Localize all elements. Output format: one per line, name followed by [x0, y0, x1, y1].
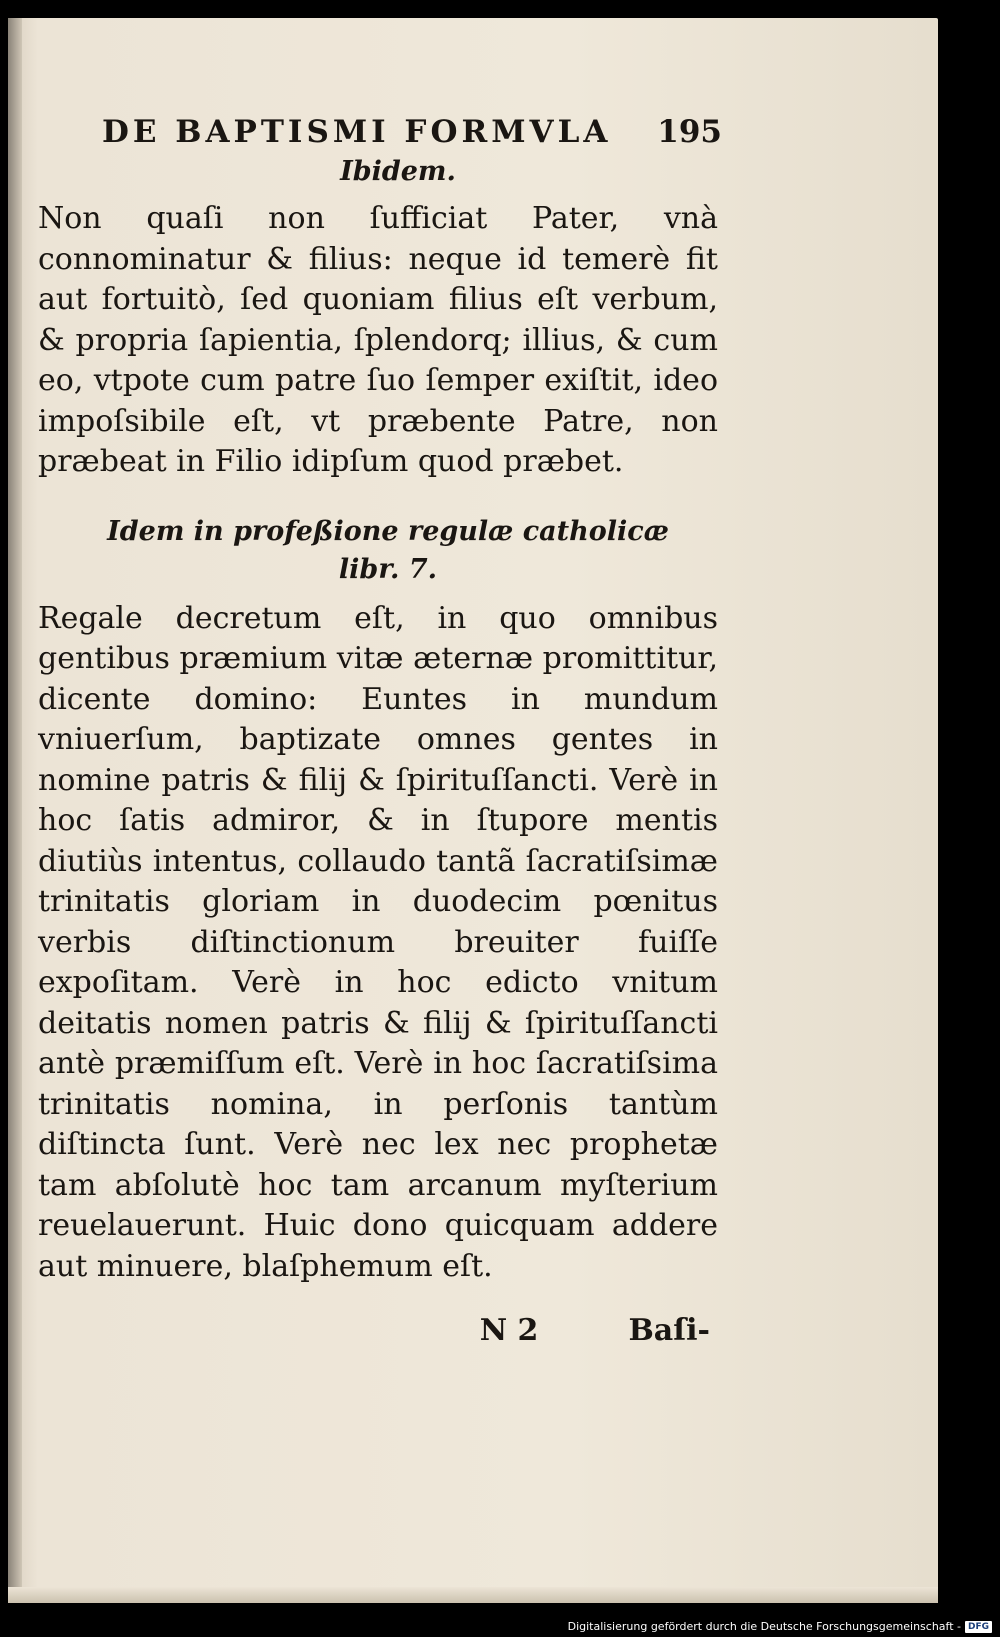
section-heading-ibidem: Ibidem. [340, 156, 456, 187]
credit-text: Digitalisierung gefördert durch die Deutsche Forschungsgemeinschaft - [567, 1620, 961, 1633]
section-heading-idem [58, 513, 718, 589]
book-page [8, 18, 938, 1603]
page-text-block [38, 114, 722, 1348]
page-number: 195 [657, 114, 722, 150]
running-head: DE BAPTISMI FORMVLA [102, 114, 612, 150]
section-heading-line-2: libr. 7. [338, 553, 438, 585]
page-gutter [8, 18, 22, 1603]
paragraph-1: Non quaſi non ſufficiat Pater, vnà connominatur & filius: neque id temerè fit aut fortuitò, ſed quoniam filius eſt verbum, & propria ſapientia, ſplendorq; illius, & cum eo, vtpote cum patre ſuo ſemper exiſtit, ideo impoſsibile eſt, vt præbente Patre, non præbeat in Filio idipſum quod præbet. [38, 201, 718, 479]
paragraph-2: Regale decretum eſt, in quo omnibus gentibus præmium vitæ æternæ promittitur, dicente domino: Euntes in mundum vniuerſum, baptizate omnes gentes in nomine patris & filij & ſpirituſſancti. Verè in hoc ſatis admiror, & in ſtupore mentis diutiùs intentus, collaudo tantã ſacratiſsimæ trinitatis gloriam in duodecim pœnitus verbis diſtinctionum breuiter fuiſſe expoſitam. Verè in hoc edicto vnitum deitatis nomen patris & filij & ſpirituſſancti antè præmiſſum eſt. Verè in hoc ſacratiſsima trinitatis nomina, in perſonis tantùm diſtincta ſunt. Verè nec lex nec prophetæ tam abſolutè hoc tam arcanum myſterium reuelauerunt. Huic dono quicquam addere aut minuere, blaſphemum eſt. [38, 600, 718, 1284]
catchword: Baſi- [628, 1313, 710, 1348]
page-footer [38, 1313, 718, 1348]
dfg-logo-icon: DFG [965, 1621, 992, 1633]
section-heading-line-1: Idem in profeßione regulæ catholicæ [107, 515, 669, 547]
page-bottom-edge [8, 1587, 938, 1603]
signature-mark: N 2 [479, 1313, 539, 1348]
running-header [102, 114, 722, 150]
digitization-credit [568, 1620, 992, 1633]
